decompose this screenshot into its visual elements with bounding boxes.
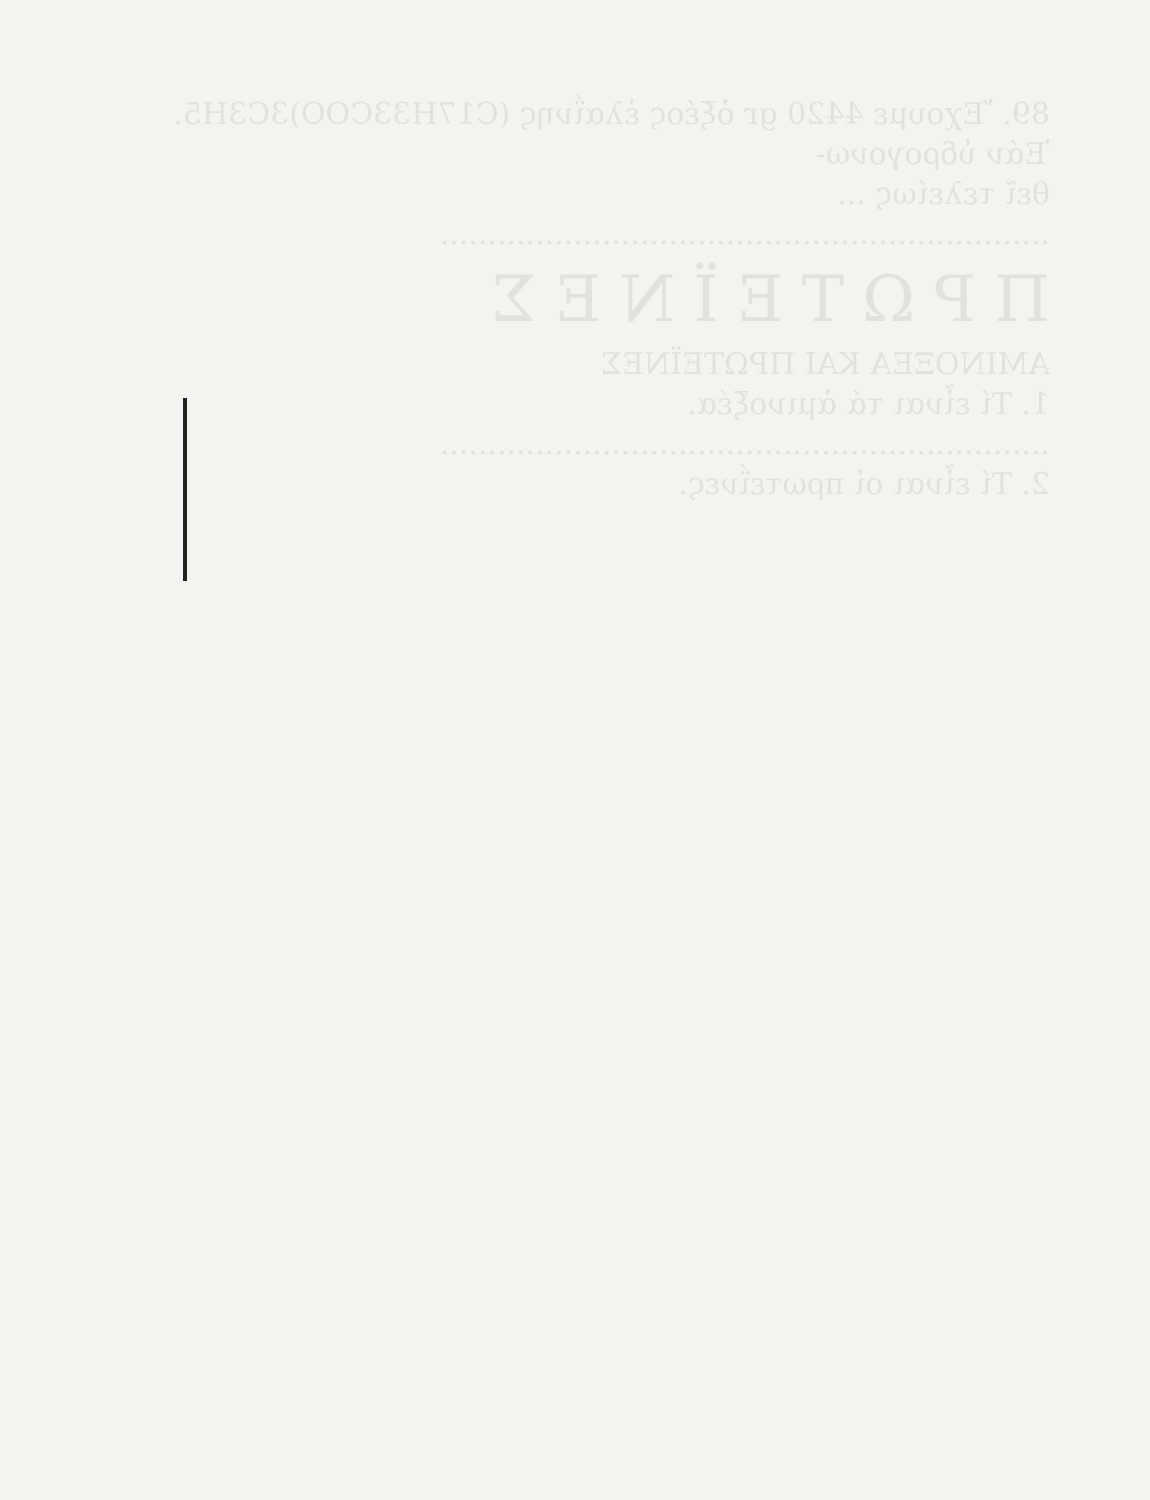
section-body [192,680,1038,770]
summary-heading [211,398,1043,400]
summary-box [183,398,1043,581]
bleed-through-text: 89. Ἔχουμε 4420 gr ὀξέος ἐλαΐνης (C17H33COO)3C3H5. Ἐάν ὑδρογονω- θεῖ τελείως ... ................................................................ ΠΡΩΤΕΪΝΕΣ ΑΜΙΝΟΞΕΑ ΚΑΙ ΠΡΩΤΕΪΝΕΣ 1. Τί εἶναι τά ἀμινοξέα. ................................................................ 2. Τί εἶναι οἱ πρωτεΐνες. [173,97,1050,502]
heat-row [192,732,1038,770]
heat-row [192,694,1038,732]
